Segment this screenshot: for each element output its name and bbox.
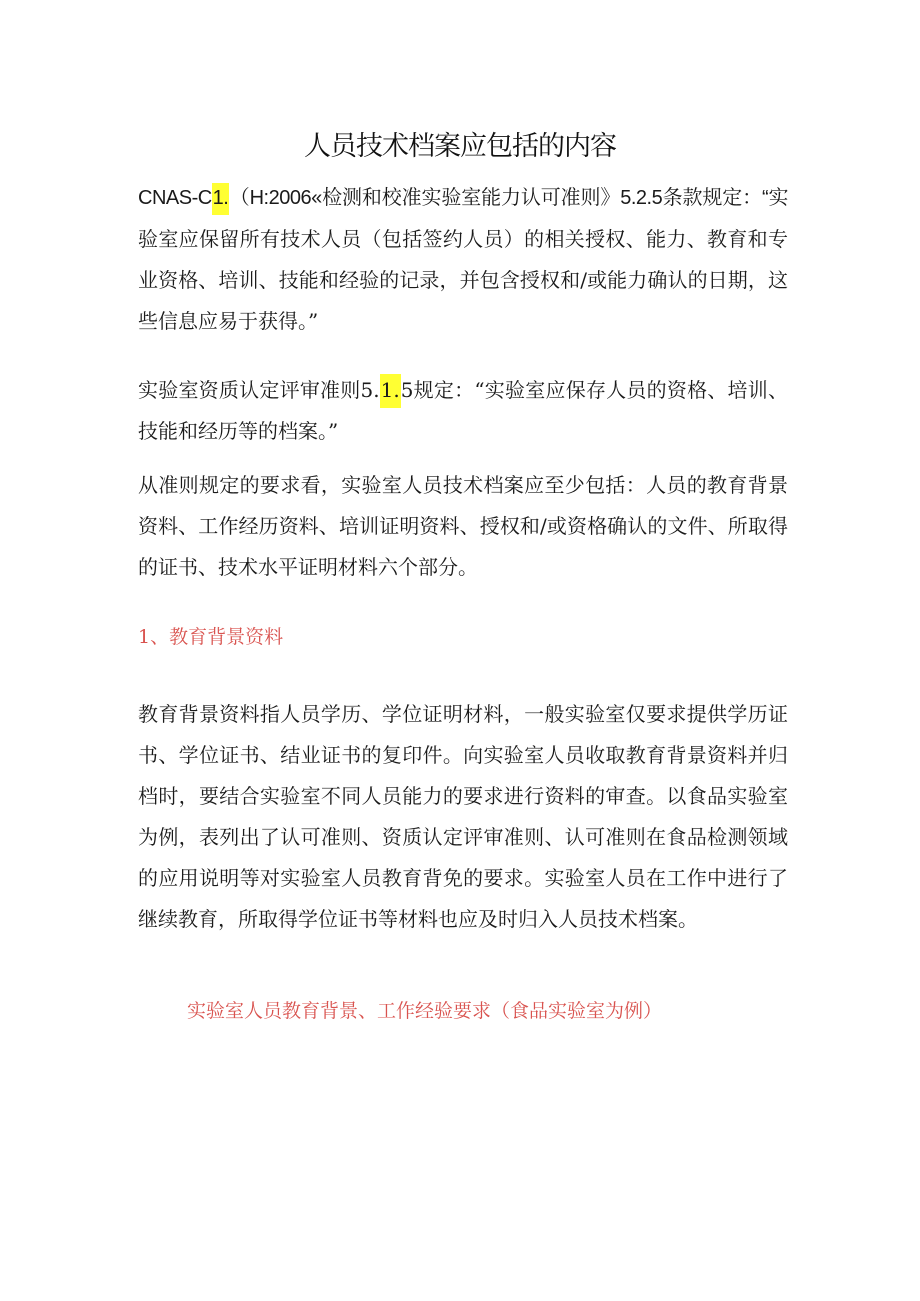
paragraph-line: 档时，要结合实验室不同人员能力的要求进行资料的审查。以食品实验室	[138, 784, 788, 808]
standard-reference: （H:2006«检测和校准实验室能力认可准则》5.2.5条款规定：“实	[229, 187, 788, 209]
paragraph-line: 继续教育，所取得学位证书等材料也应及时归入人员技术档案。	[138, 907, 698, 931]
highlighted-text: 1.	[212, 183, 230, 215]
rule-prefix: 实验室资质认定评审准则5.	[138, 378, 380, 402]
paragraph-line: 些信息应易于获得。”	[138, 309, 319, 333]
paragraph-line	[138, 370, 788, 411]
paragraph-line: 业资格、培训、技能和经验的记录，并包含授权和/或能力确认的日期，这	[138, 268, 788, 292]
paragraph-line	[138, 177, 788, 219]
paragraph-line: 资料、工作经历资料、培训证明资料、授权和/或资格确认的文件、所取得	[138, 514, 788, 538]
paragraph-requirements	[138, 465, 788, 588]
paragraph-education	[138, 694, 788, 940]
section-heading: 1、教育背景资料	[138, 626, 284, 648]
rule-suffix: 5规定：“实验室应保存人员的资格、培训、	[400, 378, 788, 402]
standard-code: CNAS-C	[138, 187, 212, 209]
table-caption: 实验室人员教育背景、工作经验要求（食品实验室为例）	[187, 1000, 663, 1022]
paragraph-line: 验室应保留所有技术人员（包括签约人员）的相关授权、能力、教育和专	[138, 227, 788, 251]
paragraph-line: 技能和经历等的档案。”	[138, 419, 339, 443]
paragraph-line: 书、学位证书、结业证书的复印件。向实验室人员收取教育背景资料并归	[138, 743, 788, 767]
paragraph-qualification-rule	[138, 370, 788, 452]
paragraph-cnas-rule	[138, 177, 788, 342]
highlighted-text: 1.	[380, 374, 401, 408]
page-title: 人员技术档案应包括的内容	[304, 131, 616, 162]
paragraph-line: 的应用说明等对实验室人员教育背免的要求。实验室人员在工作中进行了	[138, 866, 788, 890]
paragraph-line: 教育背景资料指人员学历、学位证明材料，一般实验室仅要求提供学历证	[138, 702, 788, 726]
paragraph-line: 为例，表列出了认可准则、资质认定评审准则、认可准则在食品检测领域	[138, 825, 788, 849]
paragraph-line: 从准则规定的要求看，实验室人员技术档案应至少包括：人员的教育背景	[138, 473, 788, 497]
paragraph-line: 的证书、技术水平证明材料六个部分。	[138, 555, 478, 579]
